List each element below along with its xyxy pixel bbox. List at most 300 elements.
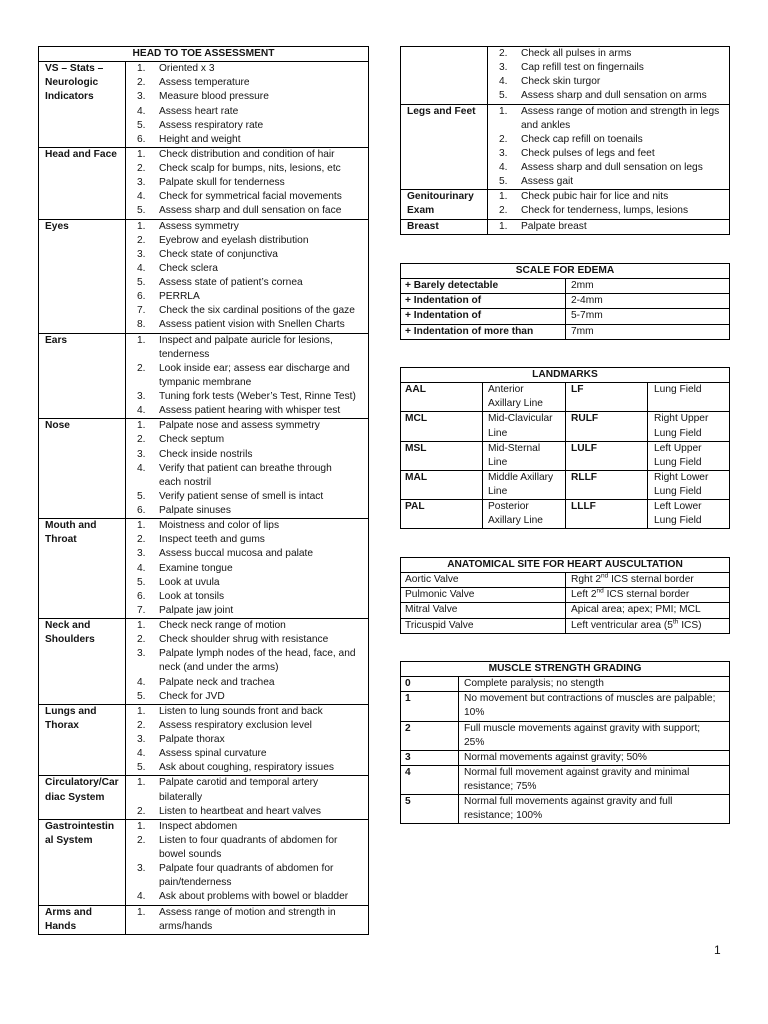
item-text: Check state of conjunctiva (159, 248, 278, 260)
section-row (401, 47, 729, 104)
item-number: 4. (137, 891, 146, 903)
item-text: Assess patient vision with Snellen Charts (159, 319, 345, 331)
checklist-item (137, 604, 368, 618)
checklist-item (137, 390, 368, 404)
section-label: Genitourinary Exam (407, 191, 474, 217)
table-row (401, 676, 729, 691)
section-label: Ears (45, 334, 68, 346)
landmark-name: Left Lower Lung Field (647, 500, 729, 528)
item-text: Assess range of motion and strength in legs and ankles (521, 105, 720, 131)
strength-description: No movement but contractions of muscles are palpable; 10% (458, 692, 729, 720)
item-number: 1. (499, 105, 508, 117)
checklist-item (137, 890, 368, 904)
item-text: Palpate thorax (159, 734, 225, 745)
item-number: 7. (137, 604, 146, 616)
checklist-item (499, 190, 729, 204)
section-items (487, 105, 729, 190)
checklist-item (137, 133, 368, 147)
item-text: Oriented x 3 (159, 63, 215, 75)
landmark-name: Lung Field (647, 383, 729, 411)
strength-grade: 1 (405, 693, 411, 705)
item-text: Palpate neck and trachea (159, 676, 275, 688)
section-row (39, 61, 368, 147)
site-text: Left ventricular area (5 (571, 619, 673, 631)
item-text: Assess state of patient’s cornea (159, 277, 303, 288)
section-row (39, 333, 368, 419)
item-text: Inspect and palpate auricle for lesions, tenderness (159, 334, 333, 360)
table-row (401, 293, 729, 308)
section-items (125, 62, 368, 147)
item-number: 3. (137, 548, 146, 560)
edema-grade: + Indentation of more than (405, 325, 534, 337)
section-label: Mouth and Throat (45, 520, 97, 546)
section-items (125, 519, 368, 618)
checklist-item (137, 805, 368, 819)
checklist-item (137, 90, 368, 104)
item-number: 2. (137, 163, 146, 174)
item-text: Palpate jaw joint (159, 604, 234, 616)
edema-scale-table (400, 263, 730, 340)
item-number: 4. (499, 162, 508, 173)
checklist-item (137, 690, 368, 704)
item-number: 6. (137, 590, 146, 602)
table-header-row (401, 264, 729, 278)
item-number: 3. (137, 648, 146, 660)
item-text: Check for tenderness, lumps, lesions (521, 205, 689, 217)
checklist-item (137, 234, 368, 248)
item-text: Tuning fork tests (Weber’s Test, Rinne Test) (159, 391, 356, 402)
checklist-item (137, 547, 368, 561)
item-number: 1. (137, 705, 146, 717)
checklist-item (137, 290, 368, 304)
item-text: Check sclera (159, 262, 218, 274)
table-header-row (401, 368, 729, 382)
table-row (401, 721, 729, 750)
checklist-item (137, 676, 368, 690)
checklist-item (137, 334, 368, 362)
site-text: Apical area; apex; PMI; MCL (571, 604, 701, 616)
checklist-item (499, 47, 729, 61)
landmark-abbreviation: LULF (565, 442, 647, 470)
item-text: Assess spinal curvature (159, 748, 267, 760)
item-number: 7. (137, 305, 146, 317)
site-superscript: nd (596, 587, 604, 595)
item-number: 5. (137, 762, 146, 774)
section-items (125, 334, 368, 419)
item-number: 3. (137, 91, 146, 103)
item-text: Height and weight (159, 133, 241, 145)
strength-grade: 2 (405, 722, 411, 734)
head-to-toe-assessment-table (38, 46, 369, 935)
item-number: 5. (137, 277, 146, 288)
site-text: Rght 2 (571, 574, 602, 586)
item-number: 1. (137, 420, 146, 432)
checklist-item (137, 176, 368, 190)
checklist-item (137, 119, 368, 133)
checklist-item (499, 175, 729, 189)
checklist-item (499, 220, 729, 234)
item-text: Moistness and color of lips (159, 520, 280, 532)
checklist-item (137, 148, 368, 162)
item-text: Look at tonsils (159, 590, 225, 602)
section-row (39, 704, 368, 776)
section-label (401, 47, 487, 104)
item-text: Verify patient sense of smell is intact (159, 490, 324, 502)
checklist-item (137, 105, 368, 119)
checklist-item (137, 362, 368, 390)
item-number: 5. (137, 119, 146, 131)
item-number: 3. (137, 863, 146, 875)
landmark-abbreviation: MSL (405, 442, 427, 454)
item-text: Ask about problems with bowel or bladder (159, 891, 349, 903)
valve-name: Aortic Valve (405, 574, 459, 586)
table-row (401, 324, 729, 339)
item-number: 1. (137, 220, 146, 232)
landmark-name: Left Upper Lung Field (647, 442, 729, 470)
strength-description: Normal full movement against gravity and minimal resistance; 75% (458, 766, 729, 794)
item-text: Check septum (159, 434, 225, 446)
item-number: 3. (137, 734, 146, 745)
checklist-item (137, 719, 368, 733)
item-number: 6. (137, 133, 146, 145)
section-items (125, 776, 368, 818)
landmark-name: Mid-Sternal Line (482, 442, 565, 470)
item-number: 3. (137, 448, 146, 460)
item-number: 5. (499, 90, 508, 102)
section-row (39, 618, 368, 704)
strength-description: Normal full movements against gravity and full resistance; 100% (458, 795, 729, 823)
item-number: 2. (499, 48, 508, 59)
item-text: Assess range of motion and strength in arms/hands (159, 906, 336, 932)
item-number: 3. (499, 62, 508, 74)
table-row (401, 441, 729, 470)
item-text: Verify that patient can breathe through each nostril (159, 462, 332, 488)
item-number: 4. (137, 462, 146, 474)
item-number: 5. (137, 205, 146, 217)
item-text: Check cap refill on toenails (521, 133, 643, 145)
checklist-item (137, 276, 368, 290)
checklist-item (499, 89, 729, 103)
table-row (401, 411, 729, 440)
checklist-item (137, 204, 368, 218)
item-number: 4. (499, 76, 508, 88)
checklist-item (499, 204, 729, 218)
landmark-abbreviation: RLLF (565, 471, 647, 499)
edema-grade: + Barely detectable (405, 280, 499, 292)
landmark-abbreviation: MAL (405, 471, 428, 483)
landmark-abbreviation: MCL (405, 413, 428, 425)
checklist-item (499, 161, 729, 175)
item-text: Check shoulder shrug with resistance (159, 634, 329, 646)
edema-depth: 5-7mm (565, 309, 729, 323)
item-text: Cap refill test on fingernails (521, 62, 644, 74)
item-number: 4. (137, 262, 146, 274)
table-row (401, 794, 729, 823)
strength-grade: 5 (405, 796, 411, 808)
landmark-abbreviation: AAL (405, 384, 426, 396)
checklist-item (137, 906, 368, 934)
table-row (401, 691, 729, 720)
auscultation-site (565, 573, 729, 587)
item-text: Assess respiratory rate (159, 119, 264, 131)
edema-grade: + Indentation of (405, 310, 482, 322)
checklist-item (137, 262, 368, 276)
checklist-item (137, 404, 368, 418)
table-row (401, 308, 729, 323)
section-label: VS – Stats – Neurologic Indicators (45, 63, 104, 103)
item-text: Assess symmetry (159, 220, 239, 232)
section-label: Lungs and Thorax (45, 705, 97, 731)
item-number: 1. (499, 220, 508, 232)
item-number: 1. (137, 777, 146, 789)
item-number: 2. (137, 534, 146, 546)
section-label: Arms and Hands (45, 906, 92, 932)
section-row (39, 518, 368, 618)
table-row (401, 470, 729, 499)
strength-description: Full muscle movements against gravity with support; 25% (458, 722, 729, 750)
section-row (39, 775, 368, 818)
landmark-abbreviation: PAL (405, 501, 425, 513)
checklist-item (137, 248, 368, 262)
site-superscript: th (672, 618, 679, 626)
checklist-item (137, 533, 368, 547)
checklist-item (137, 318, 368, 332)
item-number: 1. (137, 334, 146, 346)
heart-auscultation-table (400, 557, 730, 634)
item-text: Eyebrow and eyelash distribution (159, 234, 309, 246)
item-number: 3. (137, 177, 146, 189)
checklist-item (137, 504, 368, 518)
table-title: LANDMARKS (532, 369, 598, 380)
item-text: Assess gait (521, 176, 574, 188)
item-text: Palpate carotid and temporal artery bilaterally (159, 777, 319, 803)
edema-depth: 2-4mm (565, 294, 729, 308)
item-number: 3. (137, 248, 146, 260)
item-text: Check for JVD (159, 690, 225, 702)
item-text: Inspect abdomen (159, 820, 238, 832)
section-row (39, 418, 368, 518)
section-label: Eyes (45, 220, 69, 232)
site-superscript: nd (601, 572, 609, 580)
item-number: 4. (137, 105, 146, 117)
table-row (401, 572, 729, 587)
section-items (487, 47, 729, 104)
item-text: Check pulses of legs and feet (521, 147, 655, 159)
item-number: 2. (137, 77, 146, 89)
site-text: Left 2 (571, 589, 597, 601)
checklist-item (137, 220, 368, 234)
item-number: 1. (137, 148, 146, 160)
strength-description: Complete paralysis; no stength (458, 677, 729, 691)
item-text: Palpate sinuses (159, 505, 231, 516)
table-header-row (401, 662, 729, 676)
muscle-strength-table (400, 661, 730, 824)
checklist-item (137, 490, 368, 504)
section-row (39, 905, 368, 934)
checklist-item (137, 519, 368, 533)
table-row (401, 587, 729, 602)
site-text-after: ICS) (678, 619, 702, 631)
edema-grade: + Indentation of (405, 295, 482, 307)
item-text: Measure blood pressure (159, 91, 269, 103)
item-number: 1. (137, 63, 146, 75)
checklist-item (499, 61, 729, 75)
checklist-item (137, 304, 368, 318)
section-label: Legs and Feet (407, 105, 476, 117)
item-number: 2. (499, 205, 508, 217)
section-label: Head and Face (45, 148, 117, 160)
page-number: 1 (714, 943, 721, 957)
item-text: Check skin turgor (521, 76, 601, 88)
item-text: Assess sharp and dull sensation on arms (521, 90, 707, 102)
section-items (125, 220, 368, 333)
section-items (125, 820, 368, 905)
item-text: Inspect teeth and gums (159, 534, 265, 546)
section-label: Nose (45, 420, 70, 432)
section-row (401, 219, 729, 234)
item-number: 2. (499, 133, 508, 145)
checklist-item (137, 747, 368, 761)
site-text-after: ICS sternal border (608, 574, 694, 586)
item-number: 5. (137, 576, 146, 588)
landmark-name: Right Upper Lung Field (647, 412, 729, 440)
item-number: 2. (137, 434, 146, 446)
item-number: 1. (137, 906, 146, 918)
section-row (401, 189, 729, 218)
item-text: Palpate lymph nodes of the head, face, and neck (and under the arms) (159, 648, 356, 674)
checklist-item (137, 576, 368, 590)
table-row (401, 499, 729, 528)
landmark-name: Middle Axillary Line (482, 471, 565, 499)
checklist-item (137, 733, 368, 747)
landmark-name: Mid-Clavicular Line (482, 412, 565, 440)
item-number: 2. (137, 719, 146, 731)
landmark-abbreviation: LLLF (565, 500, 647, 528)
checklist-item (137, 62, 368, 76)
checklist-item (137, 462, 368, 490)
section-items (125, 619, 368, 704)
item-text: Listen to four quadrants of abdomen for bowel sounds (159, 834, 338, 860)
item-number: 2. (137, 834, 146, 846)
landmarks-table (400, 367, 730, 529)
table-row (401, 618, 729, 633)
checklist-item (137, 190, 368, 204)
item-number: 4. (137, 562, 146, 574)
auscultation-site (565, 619, 729, 633)
item-text: Palpate four quadrants of abdomen for pain/tenderness (159, 863, 334, 889)
valve-name: Pulmonic Valve (405, 589, 475, 601)
edema-depth: 7mm (565, 325, 729, 339)
section-items (125, 906, 368, 934)
section-row (39, 147, 368, 219)
item-number: 1. (499, 191, 508, 203)
item-text: Assess sharp and dull sensation on legs (521, 162, 703, 173)
auscultation-site (565, 588, 729, 602)
table-header-row (401, 558, 729, 572)
item-text: Check all pulses in arms (521, 48, 632, 59)
item-text: Assess sharp and dull sensation on face (159, 205, 342, 217)
item-text: Palpate nose and assess symmetry (159, 420, 320, 432)
table-row (401, 750, 729, 765)
checklist-item (137, 776, 368, 804)
checklist-item (137, 647, 368, 675)
table-title: HEAD TO TOE ASSESSMENT (132, 48, 275, 59)
item-number: 1. (137, 820, 146, 832)
checklist-item (137, 820, 368, 834)
strength-grade: 3 (405, 751, 411, 763)
item-text: Assess respiratory exclusion level (159, 719, 312, 731)
checklist-item (137, 705, 368, 719)
section-items (125, 705, 368, 776)
auscultation-site (565, 603, 729, 617)
table-title: ANATOMICAL SITE FOR HEART AUSCULTATION (447, 559, 683, 570)
checklist-item (499, 75, 729, 89)
item-text: Check pubic hair for lice and nits (521, 191, 669, 203)
section-items (125, 419, 368, 518)
item-text: Examine tongue (159, 562, 233, 574)
item-text: Listen to lung sounds front and back (159, 705, 323, 717)
item-text: Check neck range of motion (159, 620, 286, 631)
checklist-item (137, 761, 368, 775)
item-text: Check the six cardinal positions of the gaze (159, 305, 355, 317)
item-number: 4. (137, 191, 146, 203)
checklist-item (137, 162, 368, 176)
site-text-after: ICS sternal border (603, 589, 690, 601)
valve-name: Mitral Valve (405, 604, 458, 616)
item-text: Check distribution and condition of hair (159, 148, 335, 160)
item-number: 6. (137, 291, 146, 303)
section-row (39, 819, 368, 905)
checklist-item (137, 433, 368, 447)
item-number: 6. (137, 505, 146, 516)
landmark-name: Right Lower Lung Field (647, 471, 729, 499)
valve-name: Tricuspid Valve (405, 619, 474, 631)
item-number: 2. (137, 234, 146, 246)
landmark-name: Anterior Axillary Line (482, 383, 565, 411)
item-number: 4. (137, 748, 146, 760)
landmark-abbreviation: LF (565, 383, 647, 411)
section-items (125, 148, 368, 219)
item-number: 2. (137, 805, 146, 817)
item-number: 4. (137, 405, 146, 417)
section-label: Circulatory/Car diac System (45, 777, 119, 803)
item-number: 3. (499, 147, 508, 159)
item-text: Assess heart rate (159, 105, 239, 117)
table-header-row (39, 47, 368, 61)
head-to-toe-assessment-continued-table (400, 46, 730, 235)
item-text: Palpate skull for tenderness (159, 177, 285, 189)
section-label: Neck and Shoulders (45, 620, 95, 646)
item-text: Check inside nostrils (159, 448, 253, 460)
item-number: 1. (137, 620, 146, 631)
item-number: 3. (137, 391, 146, 402)
item-text: Look inside ear; assess ear discharge and tympanic membrane (159, 362, 350, 388)
item-number: 2. (137, 634, 146, 646)
table-row (401, 382, 729, 411)
item-number: 2. (137, 362, 146, 374)
table-title: MUSCLE STRENGTH GRADING (488, 663, 642, 674)
item-number: 5. (137, 490, 146, 502)
item-text: Assess temperature (159, 77, 250, 89)
section-items (487, 190, 729, 218)
checklist-item (137, 448, 368, 462)
checklist-item (499, 105, 729, 133)
section-label: Gastrointestin al System (45, 820, 115, 846)
checklist-item (137, 633, 368, 647)
strength-description: Normal movements against gravity; 50% (458, 751, 729, 765)
item-text: Listen to heartbeat and heart valves (159, 805, 321, 817)
item-text: Palpate breast (521, 220, 587, 232)
